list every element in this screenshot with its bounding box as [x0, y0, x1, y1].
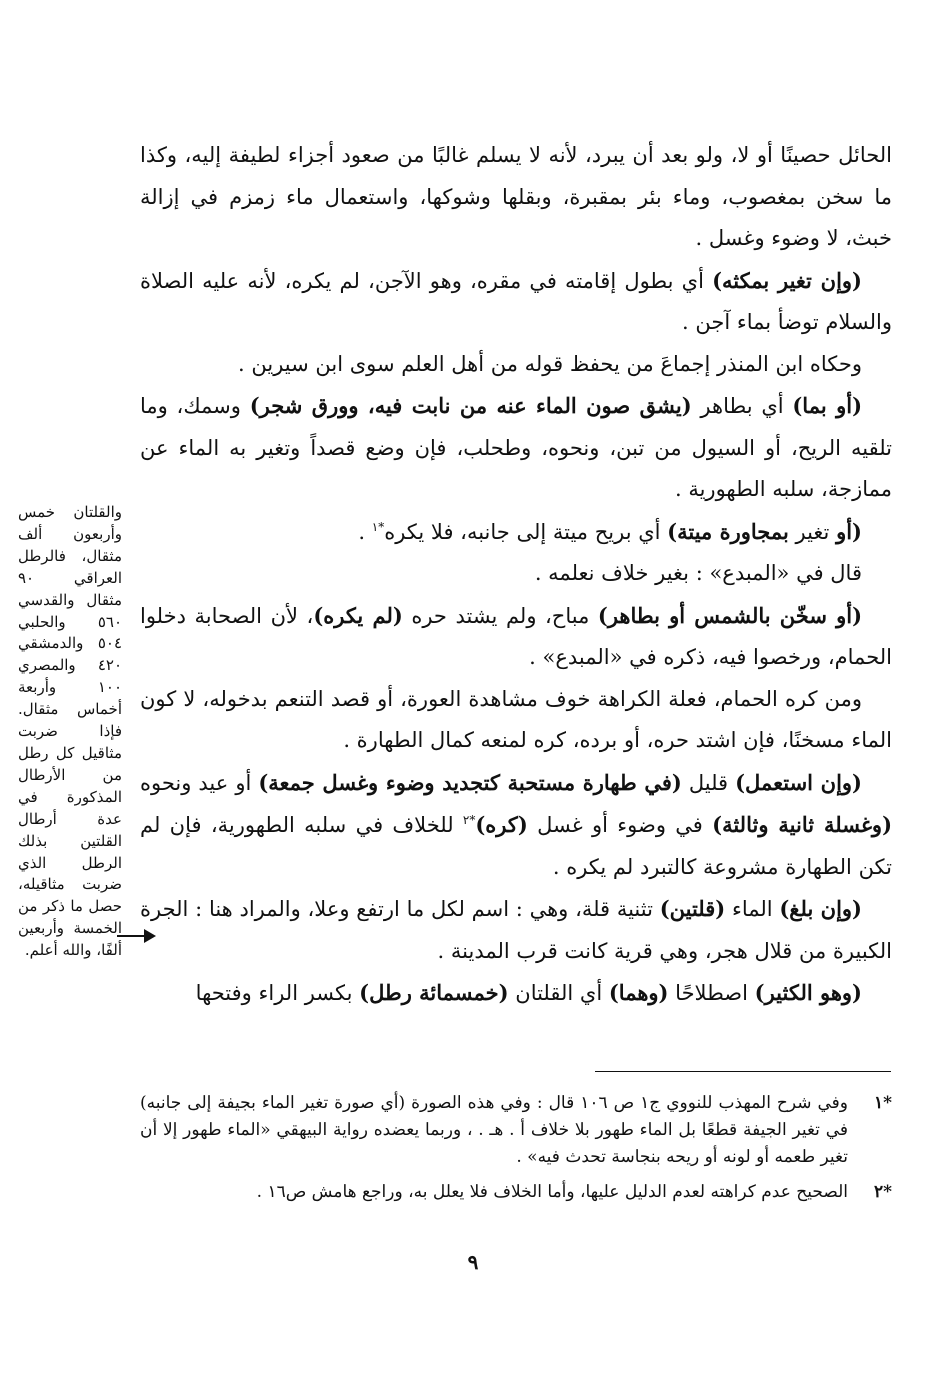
p2-text: أي بطول إقامته في مقره، وهو الآجن، لم يكره، لأنه عليه الصلاة والسلام توضأ بماء آجن . — [140, 268, 892, 334]
paragraph-1 — [140, 135, 892, 260]
p11-bold-1: (وهو الكثير) — [754, 980, 862, 1005]
p7-text-2: ، لأن الصحابة دخلوا الحمام، ورخصوا فيه، ذكره في «المبدع» . — [140, 603, 892, 669]
paragraph-2 — [140, 260, 892, 344]
footnotes — [140, 1090, 892, 1214]
footnote-1-mark: *١ — [873, 1093, 892, 1113]
p9-bold-2: (في طهارة مستحبة كتجديد وضوء وغسل جمعة) — [258, 769, 682, 795]
p5-text-2: أي بريح ميتة إلى جانبه، فلا يكره — [384, 519, 668, 544]
p3-text: وحكاه ابن المنذر إجماعَ من يحفظ قوله من أهل العلم سوى ابن سيرين . — [238, 351, 862, 376]
margin-note: والقلتان خمس وأربعون ألف مثقال، فالرطل العراقي ٩٠ مثقال والقدسي ٥٦٠ والحلبي ٥٠٤ والدمشقي ٤٢٠ والمصري ١٠٠ وأربعة أخماس مثقال. فإذا ضربت مثاقيل كل رطل من الأرطال المذكورة في عدة أرطال القلتين بذلك الرطل الذي ضربت مثاقيله، حصل ما ذكر من الخمسة وأربعين ألفًا، والله أعلم. — [18, 503, 122, 960]
p9-text-4: للخلاف في سلبه الطهورية، فإن لم تكن الطهارة مشروعة كالتبرد لم يكره . — [140, 813, 892, 879]
p9-bold-4: (كره) — [475, 812, 528, 837]
p9-text-1: قليل — [681, 770, 736, 795]
p1-text: الحائل حصينًا أو لا، ولو بعد أن يبرد، لأنه لا يسلم غالبًا من صعود أجزاء لطيفة إليه، وكذا ما سخن بمغصوب، وماء بئر بمقبرة، وبقلها وشوكها، واستعمال ماء زمزم في إزالة خبث، لا وضوء وغسل . — [140, 143, 892, 250]
p9-bold-3: (وغسلة ثانية وثالثة) — [712, 812, 893, 837]
p6-text: قال في «المبدع» : بغير خلاف نعلمه . — [534, 561, 862, 585]
footnote-ref-2: *٢ — [462, 813, 476, 827]
paragraph-10 — [140, 888, 892, 972]
footnote-1-text: وفي شرح المهذب للنووي ج١ ص ١٠٦ قال : وفي هذه الصورة (أي صورة تغير الماء بجيفة إلى جانبه) في تغير الجيفة قطعًا بل الماء طهور بلا خلاف أ . هـ . ، وربما يعضده رواية البيهقي «الماء طهور إلا أن تغير طعمه أو لونه أو ريحه بنجاسة تحدث فيه» . — [140, 1093, 848, 1167]
p11-text-1: اصطلاحًا — [668, 981, 755, 1005]
paragraph-8 — [140, 679, 892, 762]
paragraph-5 — [140, 511, 892, 554]
p7-bold-1: (أو سخّن بالشمس أو بطاهر) — [597, 602, 863, 628]
paragraph-4 — [140, 385, 892, 511]
footnote-ref-1: *١ — [371, 519, 385, 534]
footnote-2-mark: *٢ — [873, 1182, 892, 1202]
p4-bold-2: (يشق صون الماء عنه من نابت فيه، وورق شجر) — [249, 393, 692, 418]
p7-bold-2: (لم يكره) — [313, 602, 403, 628]
p2-bold-1: (وإن تغير بمكثه) — [712, 267, 862, 293]
p11-bold-3: (خمسمائة رطل) — [359, 980, 509, 1005]
p10-bold-2: (قلتين) — [659, 896, 726, 921]
paragraph-3 — [140, 344, 892, 386]
p11-text-3: بكسر الراء وفتحها — [195, 981, 360, 1005]
footnote-1 — [140, 1090, 892, 1171]
p5-bold-1: (أو — [836, 518, 862, 544]
paragraph-9 — [140, 762, 892, 889]
p8-text: ومن كره الحمام، فعلة الكراهة خوف مشاهدة العورة، أو قصد التنعم بدخوله، لا كون الماء مسخنًا، فإن اشتد حره، أو برده، كره لمنعه كمال الطهارة . — [140, 686, 892, 752]
p11-bold-2: (وهما) — [608, 980, 669, 1005]
paragraph-11 — [140, 972, 892, 1015]
p10-text-2: تثنية قلة، وهي : اسم لكل ما ارتفع وعلا، والمراد هنا : الجرة الكبيرة من قلال هجر، وهي قرية كانت قرب المدينة . — [140, 897, 892, 963]
footnote-2 — [140, 1179, 892, 1206]
footnote-separator — [595, 1071, 891, 1072]
paragraph-7 — [140, 595, 892, 679]
page-number: ٩ — [467, 1250, 479, 1274]
arrow-right-icon — [115, 926, 157, 946]
p9-text-3: في وضوء أو غسل — [527, 813, 713, 837]
p11-text-2: أي القلتان — [508, 981, 609, 1005]
main-text — [140, 135, 892, 1015]
p5-bold-2: بمجاورة ميتة) — [667, 518, 789, 544]
p10-bold-1: (وإن بلغ) — [779, 896, 862, 921]
p5-end: . — [358, 519, 372, 544]
p9-bold-1: (وإن استعمل) — [735, 769, 862, 795]
p4-text-1: أي بطاهر — [691, 394, 793, 418]
paragraph-6 — [140, 553, 892, 595]
p7-text-1: مباح، ولم يشتد حره — [402, 603, 598, 628]
footnote-2-text: الصحيح عدم كراهته لعدم الدليل عليها، وأما الخلاف فلا يعلل به، وراجع هامش ص١٦ . — [256, 1182, 848, 1202]
p10-text-1: الماء — [725, 897, 780, 921]
p9-text-2: أو عيد ونحوه — [140, 770, 259, 795]
p4-bold-1: (أو بما) — [792, 393, 863, 418]
p5-text-1: تغير — [788, 519, 837, 544]
p4-text-2: وسمك، وما تلقيه الريح، أو السيول من تبن، ونحوه، وطحلب، فإن وضع قصداً وتغير به الماء عن ممازجة، سلبه الطهورية . — [140, 394, 892, 501]
